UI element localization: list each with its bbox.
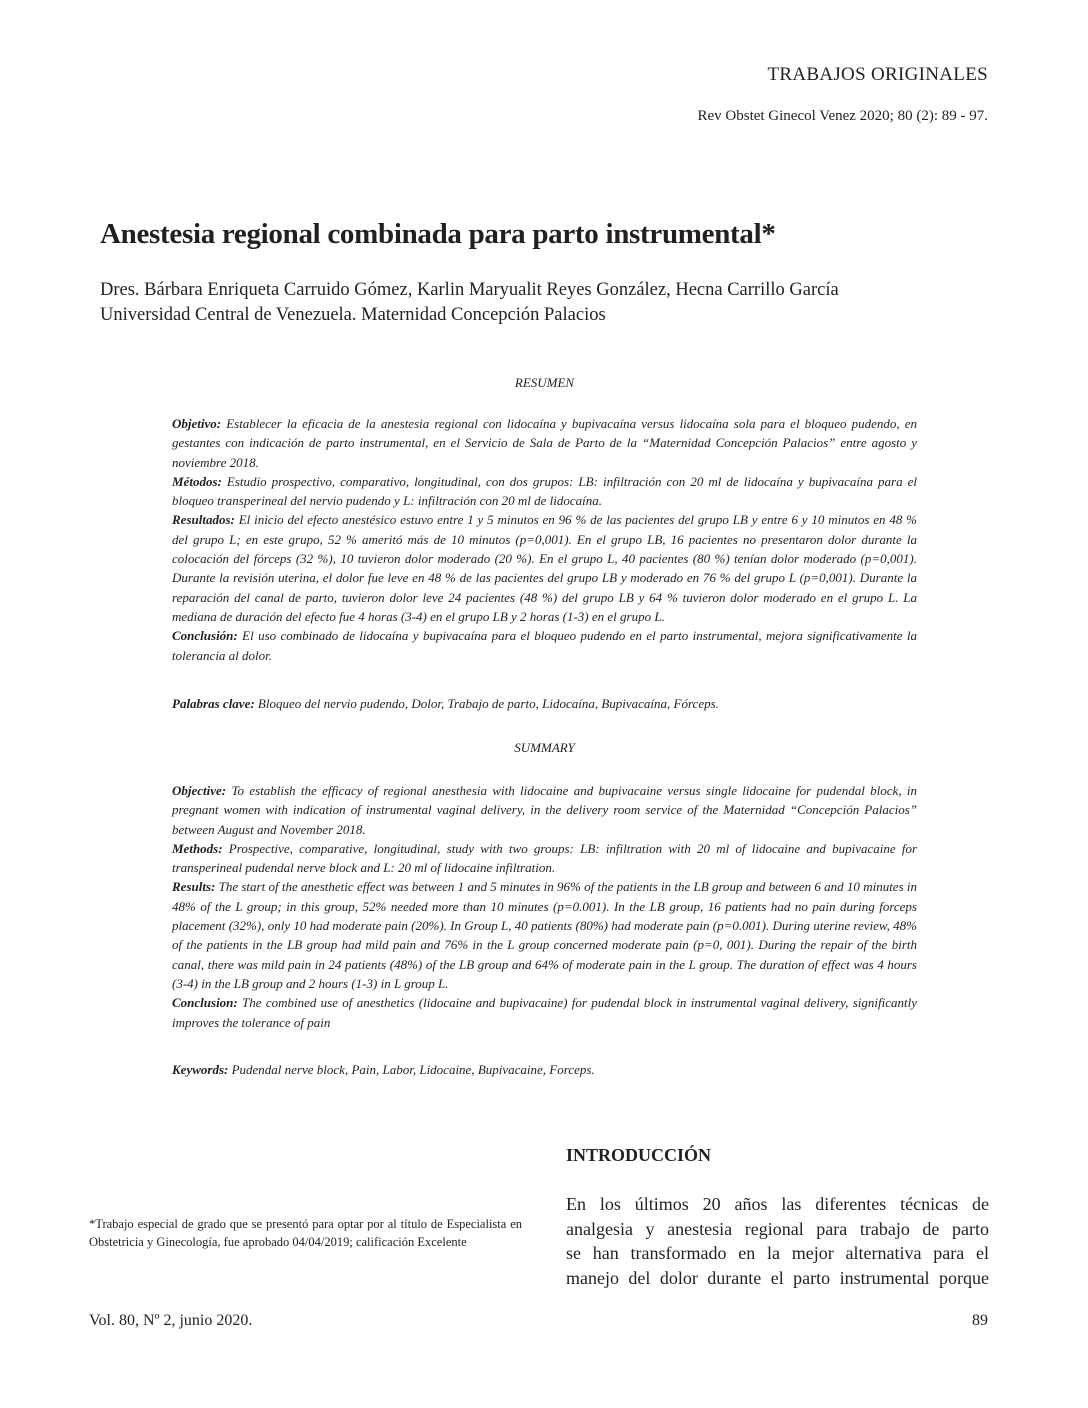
summary-results [172, 877, 917, 993]
objective-label: Objective: [172, 783, 227, 798]
summary-objective [172, 781, 917, 839]
page-number: 89 [972, 1312, 988, 1329]
results-text: The start of the anesthetic effect was between 1 and 5 minutes in 96% of the patients in the LB group and between 6 and 10 minutes in 48% of the L group; in this group, 52% needed more than 10 minutes (p=0.001). In the LB group, 16 patients had no pain during forceps placement (32%), only 10 had moderate pain (20%). In Group L, 40 patients (80%) had moderate pain (p=0.001). During uterine review, 48% of the patients in the LB group had mild pain and 76% in the L group concerned moderate pain (p=0, 001). During the repair of the birth canal, there was mild pain in 24 patients (48%) of the LB group and 64% of moderate pain in the L group. The duration of effect was 4 hours (3-4) in the LB group and 2 hours (1-3) in L group L. [172, 879, 918, 991]
metodos-text: Estudio prospectivo, comparativo, longitudinal, con dos grupos: LB: infiltración con 20 ml de lidocaína y bupivacaína para el bloqueo transperineal del nervio pudendo y L: infiltración con 20 ml de lidocaína. [172, 473, 917, 509]
objective-text: To establish the efficacy of regional anesthesia with lidocaine and bupivacaine versus single lidocaine for pudendal block, in pregnant women with indication of instrumental vaginal delivery, in the delivery room service of the Maternidad “Concepción Palacios” between August and November 2018. [172, 783, 918, 837]
summary-keywords [172, 1060, 917, 1079]
resumen-objetivo [172, 414, 917, 472]
footnote: *Trabajo especial de grado que se presentó para optar por al título de Especialista en Obstetricia y Ginecología, fue aprobado 04/04/2019; calificación Excelente [89, 1217, 522, 1249]
intro-line-3: se han transformado en la mejor alternativa para el [566, 1243, 989, 1263]
conclusion-label: Conclusión: [172, 628, 238, 644]
resultados-label: Resultados: [172, 512, 235, 528]
resumen-keywords [172, 694, 917, 713]
palabras-clave-text: Bloqueo del nervio pudendo, Dolor, Trabajo de parto, Lidocaína, Bupivacaína, Fórceps. [257, 696, 719, 711]
article-title: Anestesia regional combinada para parto instrumental* [100, 218, 776, 250]
resumen-body [172, 414, 917, 665]
palabras-clave-label: Palabras clave: [172, 696, 255, 711]
objetivo-text: Establecer la eficacia de la anestesia regional con lidocaína y bupivacaína versus lidocaína sola para el bloqueo pudendo, en gestantes con indicación de parto instrumental, en el Servicio de Sala de Parto de la “Maternidad Concepción Palacios” entre agosto y noviembre 2018. [172, 416, 918, 470]
summary-body [172, 781, 917, 1032]
resumen-heading: RESUMEN [514, 375, 575, 390]
conclusion-text-en: The combined use of anesthetics (lidocaine and bupivacaine) for pudendal block in instrumental vaginal delivery, significantly improves the tolerance of pain [172, 995, 917, 1030]
resumen-metodos [172, 472, 917, 511]
affiliation-line: Universidad Central de Venezuela. Maternidad Concepción Palacios [100, 305, 606, 325]
section-label: TRABAJOS ORIGINALES [767, 64, 988, 85]
issue-info: Vol. 80, Nº 2, junio 2020. [89, 1312, 253, 1329]
resumen-resultados [172, 510, 917, 626]
metodos-label: Métodos: [172, 473, 222, 489]
summary-methods [172, 839, 917, 878]
intro-line-4: manejo del dolor durante el parto instrumental porque [566, 1267, 989, 1288]
intro-line-2: analgesia y anestesia regional para trabajo de parto [566, 1218, 989, 1239]
summary-heading: SUMMARY [514, 740, 575, 755]
intro-line-1: En los últimos 20 años las diferentes técnicas de [566, 1194, 989, 1214]
keywords-label: Keywords: [172, 1062, 229, 1077]
introduction-heading: INTRODUCCIÓN [566, 1145, 712, 1165]
resumen-conclusion [172, 626, 917, 665]
objetivo-label: Objetivo: [172, 416, 222, 431]
conclusion-text: El uso combinado de lidocaína y bupivacaína para el bloqueo pudendo en el parto instrumental, mejora significativamente la tolerancia al dolor. [172, 628, 918, 663]
keywords-text: Pudendal nerve block, Pain, Labor, Lidocaine, Bupivacaine, Forceps. [231, 1062, 595, 1077]
journal-citation: Rev Obstet Ginecol Venez 2020; 80 (2): 89 - 97. [697, 108, 988, 124]
conclusion-label-en: Conclusion: [172, 995, 238, 1011]
authors-line: Dres. Bárbara Enriqueta Carruido Gómez, Karlin Maryualit Reyes González, Hecna Carrillo García [100, 280, 839, 300]
methods-text: Prospective, comparative, longitudinal, study with two groups: LB: infiltration with 20 ml of lidocaine and bupivacaine for transperineal pudendal nerve block and L: 20 ml of lidocaine infiltration. [172, 840, 918, 876]
author-block [100, 278, 839, 328]
summary-conclusion [172, 993, 917, 1032]
introduction-text [566, 1192, 989, 1290]
results-label: Results: [172, 879, 216, 895]
methods-label: Methods: [172, 840, 223, 856]
resultados-text: El inicio del efecto anestésico estuvo entre 1 y 5 minutos en 96 % de las pacientes del grupo LB y entre 6 y 10 minutos en 48 % del grupo L; en este grupo, 52 % ameritó más de 10 minutos (p=0,001). En el grupo LB, 16 pacientes no presentaron dolor durante la colocación del fórceps (32 %), 10 tuvieron dolor moderado (20 %). En el grupo L, 40 pacientes (80 %) tenían dolor moderado (p=0,001). Durante la revisión uterina, el dolor fue leve en 48 % de las pacientes del grupo LB y moderado en 76 % del grupo L (p=0,001). Durante la reparación del canal de parto, tuvieron dolor leve 24 pacientes (48 %) del grupo LB y 64 % tuvieron dolor moderado en el grupo L. La mediana de duración del efecto fue 4 horas (3-4) en el grupo LB y 2 horas (1-3) en el grupo L. [172, 512, 918, 624]
